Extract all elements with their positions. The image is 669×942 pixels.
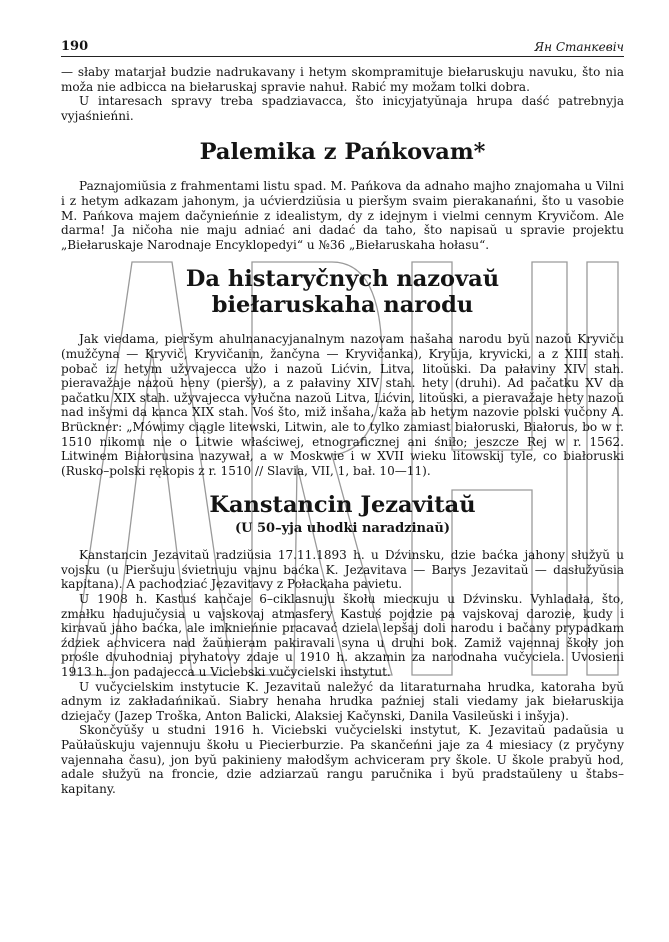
- section-heading-nazovy-line-1: Da histaryčnych nazovaŭ: [185, 266, 500, 293]
- page-number: 190: [61, 39, 89, 54]
- section-subheading-jezavitau: (U 50–yja uhodki naradzinaŭ): [235, 521, 450, 537]
- jezavitau-paragraph-1: Kanstancin Jezavitaŭ radziŭsia 17.11.1893 h. u Dźvinsku, dzie baćka jahony słužyŭ u vojsku (u Pieršuju śvietnuju vajnu baćka K. Jezavitava — Barys Jezavitaŭ — dasłužyŭsia kapitana). A pachodziać Jezavitavy z Połackaha pavietu.: [61, 548, 624, 592]
- nazovy-paragraph: Jak viedama, pieršym ahulnanacyjanalnym nazovam našaha narodu byŭ nazoŭ Kryviču (mužčyna — Kryvič, Kryvičanin, žančyna — Kryvičanka), Kryŭja, kryvicki, a z XIII stah. pobač iz hetym užyvajecca užo i nazoŭ Lićvin, Litva, litoŭski. Da pałaviny XIV stah. pieravažaje nazoŭ heny (pieršy), a z pałaviny XIV stah. hety (druhi). Ad pačatku XV da pačatku XIX stah. užyvajecca vyłučna nazoŭ Litva, Lićvin, litoŭski, a pieravažaje hety nazoŭ nad inšymi da kanca XIX stah. Voś što, miž inšaha, kaža ab hetym nazovie polski vučony A. Brückner: „Mówimy ciągle litewski, Litwin, ale to tylko zamiast białoruski, Białorus, bo w r. 1510 nikomu nie o Litwie właściwej, etnograficznej ani śniło; jeszcze Rej w r. 1562. Litwinem Białorusina nazywał, a w Moskwie i w XVII wieku litowskij tyle, co białoruski (Rusko–polski rękopis z r. 1510 // Slavia, VII, 1, bał. 10—11).: [61, 332, 624, 478]
- jezavitau-paragraph-2: U 1908 h. Kastuś kančaje 6–ciklasnuju škołu miескuju u Dźvinsku. Vyhladała, što, zmałku hadujučysia u vajskovaj atmasfery Kastuś pojdzie pa vajskovaj darozie, kudy i kiravaŭ jaho baćka, ale imknieńnie pracavać dziela lepšaj doli narodu i bačany prypadkam ździek achvicera nad žaŭnieram pakiravali syna u druhi bok. Zamiž vajennaj škoły jon prośle dvuhodniaj pryhatovy zdaje u 1910 h. akzamin za narodnaha vučyciela. Uvosieni 1913 h. jon padajecca u Viciebski vučycielski instytut.: [61, 592, 624, 680]
- section-heading-palemika: Palemika z Pańkovam*: [199, 139, 486, 166]
- jezavitau-paragraph-4: Skončyŭšy u studni 1916 h. Viciebski vučycielski instytut, K. Jezavitaŭ padaŭsia u Paŭłaŭskuju vajennuju škołu u Piecierburzie. Pa skančeńni jaje za 4 miesiacy (z pryčyny vajennaha času), jon byŭ pakinieny małodšym achviceram pry škole. U škole prabyŭ hod, adale słužyŭ na froncie, dzie adziarzaŭ rangu paručnika i byŭ pradstaŭleny u štabs–kapitany.: [61, 723, 624, 796]
- section-heading-nazovy-line-2: biełaruskaha narodu: [211, 292, 474, 319]
- section-heading-nazovy: [61, 266, 624, 318]
- jezavitau-paragraph-3: U vučycielskim instytucie K. Jezavitaŭ naležyć da litaraturnaha hrudka, katoraha byŭ adnym iz zakładańnikaŭ. Siabry henaha hrudka paźniej stali viedamy jak biełaruskija dziejačy (Jazep Troška, Anton Balicki, Alaksiej Kačynski, Danila Vasileŭski i inšyja).: [61, 679, 624, 723]
- page-header: [61, 38, 624, 57]
- intro-paragraph-2: U intaresach spravy treba spadziavacca, što inicyjatyŭnaja hrupa daść patrebnyja vyjaśnieńni.: [61, 94, 624, 123]
- intro-paragraph-1: — słaby matarjał budzie nadrukavany i hetym skompramituje biełaruskuju navuku, što nia moža nie adbicca na biełaruskaj spravie nahuł. Rabić my možam tolki dobra.: [61, 65, 624, 94]
- page: [61, 38, 624, 796]
- palemika-paragraph: Paznajomiŭsia z frahmentami listu spad. M. Pańkova da adnaho majho znajomaha u Vilni i z hetym adkazam jahonym, ja ućvierdziŭsia u pieršym svaim pierakanańni, što u vasobie M. Pańkova majem dačynieńnie z idealistym, dy z idejnym i vielmi cennym Kryvičom. Ale darma! Ja ničoha nie maju adniać ani dadać da taho, što napisaŭ u spravie projektu „Biełaruskaje Narodnaje Encyklopedyi“ u №36 „Biełaruskaha hołasu“.: [61, 179, 624, 252]
- running-title: Ян Станкевіч: [534, 40, 624, 54]
- page-body: [61, 65, 624, 796]
- section-heading-jezavitau: Kanstancin Jezavitaŭ: [209, 492, 476, 519]
